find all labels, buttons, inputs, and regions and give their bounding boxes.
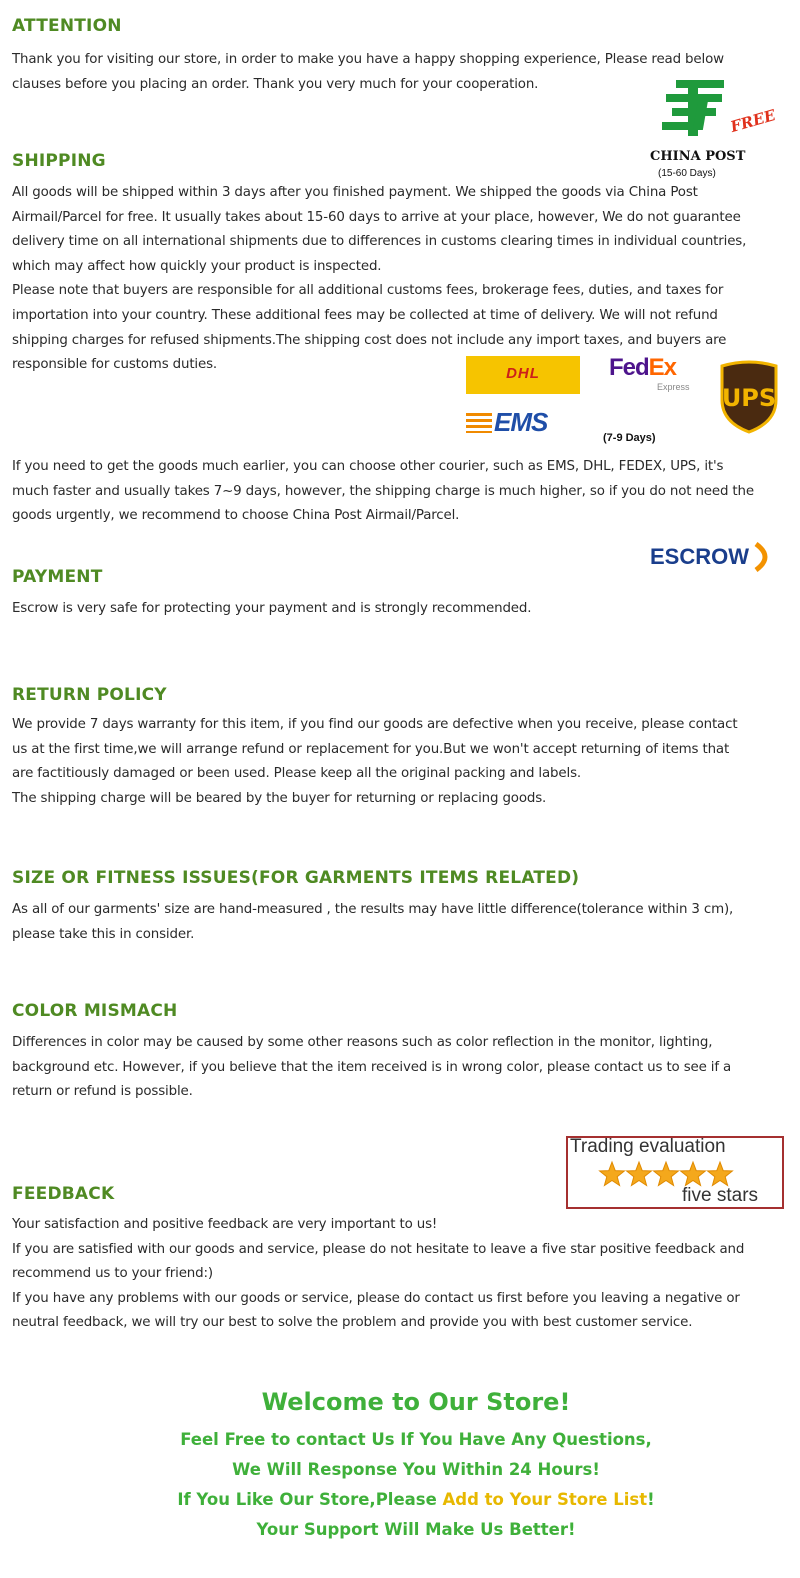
text-line: If you need to get the goods much earlier, you can choose other courier, such as EMS, DHL, FEDEX, UPS, it's [12,459,724,474]
text-line: All goods will be shipped within 3 days after you finished payment. We shipped the goods via China Post [12,185,698,200]
text-line: much faster and usually takes 7~9 days, however, the shipping charge is much higher, so if you do not need the [12,483,754,499]
fedex-ex-text: Ex [648,354,677,381]
return-policy-text [12,713,737,811]
welcome-line-2: We Will Response You Within 24 Hours! [232,1460,600,1479]
free-shipping-badge: FREE [728,106,778,136]
payment-heading: PAYMENT [12,567,103,587]
welcome-title: Welcome to Our Store! [261,1388,571,1416]
trading-evaluation-title: Trading evaluation [570,1136,726,1157]
size-heading: SIZE OR FITNESS ISSUES(FOR GARMENTS ITEMS RELATED) [12,868,580,888]
text-line: importation into your country. These additional fees may be collected at time of delivery. We will not refund [12,307,718,323]
add-store-list-text: Add to Your Store List [442,1490,648,1509]
text-line: If you are satisfied with our goods and service, please do not hesitate to leave a five star positive feedback and [12,1241,745,1257]
text-line: If you have any problems with our goods or service, please do contact us first before you leaving a negative or [12,1290,740,1306]
escrow-arc-icon [752,542,776,572]
star-icon [681,1162,706,1186]
welcome-line-1: Feel Free to contact Us If You Have Any Questions, [180,1430,652,1449]
fedex-fed-text: Fed [609,354,649,381]
text-line: Airmail/Parcel for free. It usually takes about 15-60 days to arrive at your place, however, We do not guarantee [12,209,741,225]
size-text [12,898,733,947]
text-line: which may affect how quickly your product is inspected. [12,258,382,274]
text-line: please take this in consider. [12,926,195,942]
text-line: background etc. However, if you believe that the item received is in wrong color, please contact us to see if a [12,1059,732,1075]
color-heading: COLOR MISMACH [12,1001,178,1021]
text-line: delivery time on all international shipments due to differences in customs clearing times in individual countries, [12,234,747,250]
star-icon [708,1162,733,1186]
dhl-logo-text: DHL [506,365,540,382]
china-post-logo-icon [662,78,728,140]
ems-logo [466,407,547,438]
shipping-text-courier [12,455,754,529]
text-line: Your satisfaction and positive feedback are very important to us! [12,1217,438,1232]
china-post-days: (15-60 Days) [658,168,716,179]
text-line: neutral feedback, we will try our best to solve the problem and provide you with best customer service. [12,1315,693,1331]
welcome-line-3 [0,1490,800,1509]
text-line: Escrow is very safe for protecting your payment and is strongly recommended. [12,601,532,616]
ems-logo-text: EMS [494,407,548,437]
courier-days: (7-9 Days) [603,432,656,444]
ems-lines-icon [466,413,492,433]
welcome-line-4: Your Support Will Make Us Better! [256,1520,576,1539]
ups-shield-icon [718,360,780,434]
shipping-text [12,181,746,378]
shipping-heading: SHIPPING [12,151,106,171]
trading-evaluation-label: five stars [682,1185,759,1206]
text-line: As all of our garments' size are hand-measured , the results may have little difference(tolerance within 3 cm), [12,902,734,917]
text-line: Please note that buyers are responsible for all additional customs fees, brokerage fees, duties, and taxes for [12,283,724,299]
text-line: shipping charges for refused shipments.The shipping cost does not include any import taxes, and buyers are [12,332,727,348]
fedex-logo [609,354,676,382]
color-text [12,1031,731,1105]
text-line: Thank you for visiting our store, in order to make you have a happy shopping experience, Please read below [12,52,724,67]
text-line: clauses before you placing an order. Thank you very much for your cooperation. [12,76,539,92]
dhl-logo [466,356,580,394]
text-line: We provide 7 days warranty for this item, if you find our goods are defective when you receive, please contact [12,717,738,732]
china-post-label: CHINA POST [650,149,746,164]
text-line: responsible for customs duties. [12,357,218,373]
attention-heading: ATTENTION [12,16,122,36]
return-policy-heading: RETURN POLICY [12,685,167,705]
ups-logo-text: UPS [721,384,777,412]
star-icon [627,1162,652,1186]
text-line: goods urgently, we recommend to choose China Post Airmail/Parcel. [12,508,460,524]
welcome-line-3-a: If You Like Our Store,Please [177,1490,443,1509]
text-line: recommend us to your friend:) [12,1266,213,1282]
feedback-heading: FEEDBACK [12,1184,115,1204]
text-line: are factitiously damaged or been used. Please keep all the original packing and labels. [12,766,581,782]
payment-text [12,597,531,622]
text-line: us at the first time,we will arrange refund or replacement for you.But we won't accept returning of items that [12,741,730,757]
welcome-line-3-c: ! [647,1490,655,1509]
star-icon [600,1162,625,1186]
attention-text [12,48,724,97]
feedback-text [12,1213,744,1336]
text-line: return or refund is possible. [12,1084,193,1100]
escrow-logo: ESCROW [650,544,749,569]
star-icon [654,1162,679,1186]
fedex-express-text: Express [657,382,690,392]
text-line: Differences in color may be caused by some other reasons such as color reflection in the monitor, lighting, [12,1035,713,1050]
text-line: The shipping charge will be beared by the buyer for returning or replacing goods. [12,790,547,806]
